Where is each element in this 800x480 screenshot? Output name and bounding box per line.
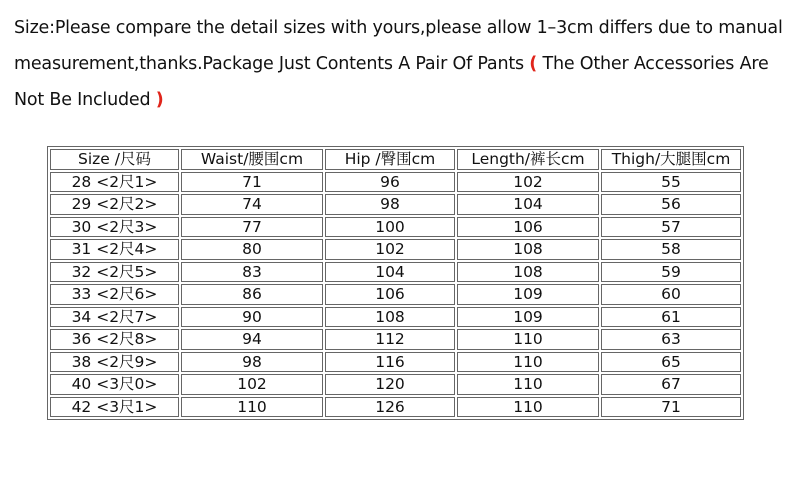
cell-thigh: 57: [601, 217, 741, 238]
cell-thigh: 55: [601, 172, 741, 193]
cell-size: 30 <2尺3>: [50, 217, 179, 238]
cell-hip: 116: [325, 352, 455, 373]
table-row: [50, 284, 741, 305]
cell-waist: 80: [181, 239, 323, 260]
cell-size: 36 <2尺8>: [50, 329, 179, 350]
table-row: [50, 374, 741, 395]
cell-hip: 96: [325, 172, 455, 193]
cell-size: 32 <2尺5>: [50, 262, 179, 283]
cell-length: 110: [457, 397, 599, 418]
cell-waist: 74: [181, 194, 323, 215]
cell-hip: 126: [325, 397, 455, 418]
table-row: [50, 352, 741, 373]
table-row: [50, 397, 741, 418]
note-accessories-text: The Other Accessories Are Not Be Included: [14, 54, 769, 110]
cell-size: 40 <3尺0>: [50, 374, 179, 395]
cell-length: 102: [457, 172, 599, 193]
cell-waist: 102: [181, 374, 323, 395]
cell-size: 31 <2尺4>: [50, 239, 179, 260]
cell-hip: 102: [325, 239, 455, 260]
cell-hip: 106: [325, 284, 455, 305]
cell-length: 106: [457, 217, 599, 238]
table-row: [50, 217, 741, 238]
cell-length: 108: [457, 262, 599, 283]
cell-thigh: 61: [601, 307, 741, 328]
header-waist: Waist/腰围cm: [181, 149, 323, 170]
cell-thigh: 58: [601, 239, 741, 260]
cell-thigh: 65: [601, 352, 741, 373]
cell-length: 104: [457, 194, 599, 215]
table-header-row: [50, 149, 741, 170]
cell-size: 34 <2尺7>: [50, 307, 179, 328]
table-row: [50, 172, 741, 193]
cell-waist: 83: [181, 262, 323, 283]
cell-waist: 110: [181, 397, 323, 418]
table-row: [50, 239, 741, 260]
cell-size: 29 <2尺2>: [50, 194, 179, 215]
cell-waist: 77: [181, 217, 323, 238]
cell-size: 33 <2尺6>: [50, 284, 179, 305]
cell-waist: 71: [181, 172, 323, 193]
cell-waist: 98: [181, 352, 323, 373]
cell-thigh: 56: [601, 194, 741, 215]
cell-length: 109: [457, 307, 599, 328]
table-body: [50, 172, 741, 418]
cell-thigh: 59: [601, 262, 741, 283]
cell-size: 28 <2尺1>: [50, 172, 179, 193]
cell-hip: 112: [325, 329, 455, 350]
cell-length: 109: [457, 284, 599, 305]
cell-length: 108: [457, 239, 599, 260]
cell-thigh: 67: [601, 374, 741, 395]
size-chart-table: [47, 146, 744, 420]
cell-hip: 100: [325, 217, 455, 238]
note-paren-open: (: [529, 54, 538, 74]
header-hip: Hip /臀围cm: [325, 149, 455, 170]
cell-waist: 90: [181, 307, 323, 328]
cell-hip: 98: [325, 194, 455, 215]
cell-hip: 108: [325, 307, 455, 328]
package-note: [14, 10, 794, 118]
header-size: Size /尺码: [50, 149, 179, 170]
table-row: [50, 262, 741, 283]
header-length: Length/裤长cm: [457, 149, 599, 170]
cell-waist: 86: [181, 284, 323, 305]
cell-waist: 94: [181, 329, 323, 350]
cell-length: 110: [457, 352, 599, 373]
cell-length: 110: [457, 329, 599, 350]
header-thigh: Thigh/大腿围cm: [601, 149, 741, 170]
cell-length: 110: [457, 374, 599, 395]
cell-thigh: 63: [601, 329, 741, 350]
table-row: [50, 307, 741, 328]
note-text: Size:Please compare the detail sizes with yours,please allow 1–3cm differs due to manual measurement,thanks.Package Just Contents A Pair Of Pants: [14, 18, 783, 74]
table-row: [50, 194, 741, 215]
cell-size: 42 <3尺1>: [50, 397, 179, 418]
note-paren-close: ): [155, 90, 164, 110]
cell-size: 38 <2尺9>: [50, 352, 179, 373]
cell-thigh: 60: [601, 284, 741, 305]
cell-hip: 120: [325, 374, 455, 395]
cell-hip: 104: [325, 262, 455, 283]
cell-thigh: 71: [601, 397, 741, 418]
table-row: [50, 329, 741, 350]
